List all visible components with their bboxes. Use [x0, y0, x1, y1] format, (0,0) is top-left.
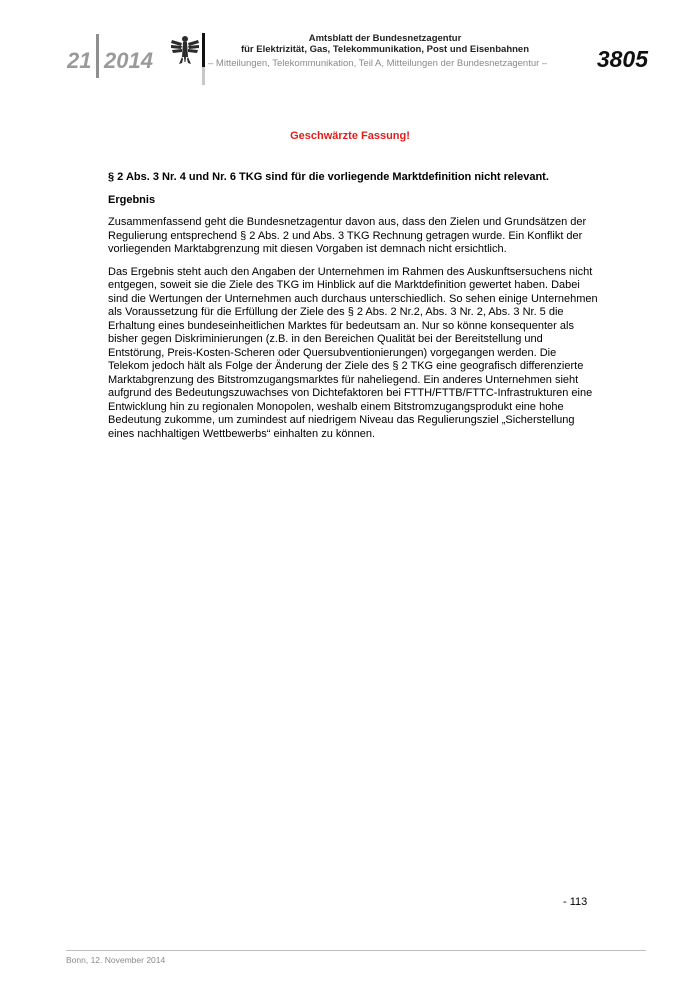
gazette-title-line1: Amtsblatt der Bundesnetzagentur — [308, 33, 462, 44]
gazette-page-number: 3805 — [596, 46, 648, 72]
logo-bar — [202, 33, 205, 67]
issue-divider — [96, 34, 99, 78]
issue-year: 2014 — [104, 48, 153, 73]
body-paragraph-1: Zusammenfassend geht die Bundesnetzagentur davon aus, dass den Zielen und Grundsätzen der Regulierung entsprechend § 2 Abs. 2 und Abs. 3 TKG Rechnung getragen wurde. Ein Konflikt der vorliegenden Marktabgrenzung mit diesen Vorgaben ist demnach nicht ersichtlich. — [108, 216, 587, 255]
redacted-notice: Geschwärzte Fassung! — [290, 130, 410, 142]
footer-divider — [66, 950, 646, 951]
statement-paragraph: § 2 Abs. 3 Nr. 4 und Nr. 6 TKG sind für die vorliegende Marktdefinition nicht relevant. — [108, 171, 549, 183]
gazette-title-line2: für Elektrizität, Gas, Telekommunikation, Post und Eisenbahnen — [240, 44, 530, 55]
document-page-number: - 113 — [563, 896, 588, 908]
logo-bar-shadow — [202, 67, 205, 85]
federal-eagle-icon — [170, 33, 200, 67]
gazette-subtitle: – Mitteilungen, Telekommunikation, Teil A, Mitteilungen der Bundesnetzagentur – — [208, 58, 548, 69]
section-heading: Ergebnis — [108, 193, 156, 206]
document-body — [108, 171, 598, 450]
issue-number: 21 — [67, 48, 92, 73]
footer-date: Bonn, 12. November 2014 — [66, 955, 166, 965]
body-paragraph-2: Das Ergebnis steht auch den Angaben der Unternehmen im Rahmen des Auskunftsersuchens nicht entgegen, soweit sie die Ziele des TKG im Hinblick auf die Marktdefinition gewertet haben. Dabei sind die Wertungen der Unternehmen auch durchaus unterschiedlich. So sehen einige Unternehmen als Voraussetzung für die Erfüllung der Ziele des § 2 Abs. 2 Nr.2, Abs. 3 Nr. 2, Abs. 3 Nr. 5 die Erhaltung eines bundeseinheitlichen Marktes für bedeutsam an. Nur so könne konsequenter als bisher gegen Diskriminierungen (z.B. in den Bereichen Qualität bei der Bereitstellung und Entstörung, Preis-Kosten-Scheren oder Quersubventionierungen) vorgegangen werden. Die Telekom jedoch hält als Folge der Änderung der Ziele des § 2 TKG eine geografisch differenzierte Marktabgrenzung des Bitstromzugangsmarktes für naheliegend. Ein anderes Unternehmen sieht aufgrund des Bedeutungszuwachses von Dichtefaktoren bei FTTH/FTTB/FTTC-Infrastrukturen eine Entwicklung hin zu regionalen Monopolen, weshalb einem Bitstromzugangsprodukt eine hohe Bedeutung zukomme, um zumindest auf niedrigem Niveau das Regulierungsziel „Sicherstellung eines nachhaltigen Wettbewerbs“ einhalten zu können. — [108, 265, 598, 440]
